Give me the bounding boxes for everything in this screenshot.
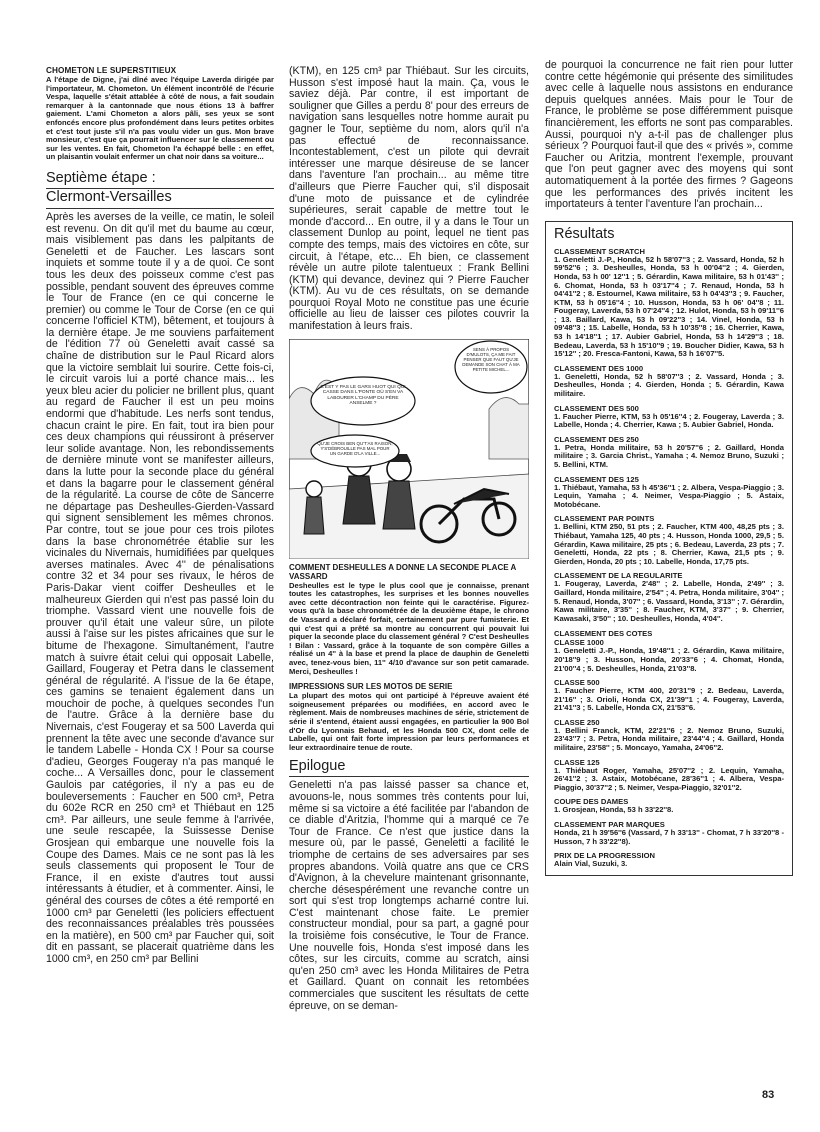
results-block-heading: CLASSE 125 [554, 757, 600, 767]
results-list [554, 247, 784, 869]
caption-motos-serie-heading: IMPRESSIONS SUR LES MOTOS DE SERIE [289, 682, 453, 692]
caption-motos-serie-text: La plupart des motos qui ont participé à l'épreuve avaient été soigneusement préparées ou modifiées, en accord avec le règlement. Mais de nombreuses machines de série, strictement de série il s'entend, étaient aussi engagées, en particulier la 900 Bol d'Or du Lyonnais Behaud, et les Honda 500 CX, dont celle de Labelle, qui ont fait forte impression par leurs performances et leur extraordinaire tenue de route. [289, 691, 529, 752]
results-block-heading: CLASSE 250 [554, 717, 600, 727]
column-1 [46, 66, 274, 966]
results-block-heading: CLASSEMENT DES 1000 [554, 363, 644, 373]
results-block-heading: CLASSEMENT DES 500 [554, 403, 639, 413]
cartoon-bubble-3: QU'JE CROIS BEN QU'T'AS RAISON, Y'S'DÉBROUILLE PAS MAL POUR UN GARDE D'LA VILLE... [317, 440, 393, 456]
article-text-col2: (KTM), en 125 cm³ par Thiébaut. Sur les circuits, Husson s'est imposé haut la main. Ça, vous le saviez déjà. Par contre, il est important de souligner que Gilles a perdu 8' pour des erreurs de navigation sans lesquelles notre homme aurait pu gagner le Tour, septième du nom, alors qu'il n'a pas effectué de reconnaissance. Incontestablement, c'est un pilote qui devrait intéresser une marque désireuse de se lancer dans l'aventure l'an prochain... au même titre d'ailleurs que Pierre Faucher qui, s'il disposait d'une moto de puissance et de cylindrée supérieures, serait capable de mettre tout le monde d'accord... En outre, il y a dans le Tour un classement Dunlop au point, lequel ne tient pas compte des temps, mais des victoires en côte, sur circuit, à l'étape, etc... Eh bien, ce classement révèle un autre pilote talentueux : Frank Bellini (KTM) qui devance, devinez qui ? Pierre Faucher (KTM). Au vu de ces résultats, on se demande pourquoi Royal Moto ne constitue pas une écurie officielle au lieu de laisser ces pilotes couvrir la manifestation à leurs frais. [289, 65, 529, 333]
results-block-text: Alain Vial, Suzuki, 3. [554, 859, 628, 869]
results-block-text: 1. Faucher Pierre, KTM, 53 h 05'16''4 ; 2. Fougeray, Laverda ; 3. Labelle, Honda ; 4. Cherrier, Kawa ; 5. Aubier Gabriel, Honda. [554, 411, 784, 430]
results-box [545, 221, 793, 876]
column-2 [289, 66, 529, 1012]
results-block-text: 1. Fougeray, Laverda, 2'48'' ; 2. Labelle, Honda, 2'49'' ; 3. Gaillard, Honda militaire, 2'54'' ; 4. Petra, Honda militaire, 3'04'' ; 5. Renaud, Honda, 3'07'' ; 6. Vassard, Honda, 3'13'' ; 7. Gérardin, Kawa militaire, 3'35'' ; 8. Faucher, KTM, 3'37'' ; 9. Cherrier, Kawasaki, 3'50'' ; 10. Desheulles, Honda, 4'04''. [554, 579, 784, 623]
results-title: Résultats [554, 225, 615, 242]
results-block-text: 1. Geneletti J.-P., Honda, 19'48''1 ; 2. Gérardin, Kawa militaire, 20'18''9 ; 3. Husson, Honda, 20'33''6 ; 4. Chomat, Honda, 21'00''4 ; 5. Desheulles, Honda, 21'03''8. [554, 646, 784, 673]
chometon-text: A l'étape de Digne, j'ai dîné avec l'équipe Laverda dirigée par l'importateur, M. Chometon. Un élément incontrôlé de l'écurie Vespa, laquelle s'était attablée à côté de nous, a fait soudain remarquer à la cantonnade que nous étions 13 à baffrer gaiement. L'ami Chometon a alors pâli, ses yeux se sont enfoncés encore plus profondément dans leurs petites orbites et c'est tout juste s'il n'a pas voulu vider un gus. Mon brave monsieur, c'est que ça pourrait influencer sur le classement ou sur les ventes. En fait, Chometon l'a échappé belle : en effet, un plaisantin voulait enfermer un chat noir dans sa voiture... [46, 75, 274, 162]
results-block-heading: CLASSE 1000 [554, 638, 604, 648]
section-title-line2: Clermont-Versailles [46, 188, 274, 206]
cartoon-bubble-2: C'EST Y PAS LE GARS HUOT QUI QUI CASSE DANS L'PONTE OÙ S'EN VA LABOURER L'CHAMP DU PÈRE ANSELME ? [320, 384, 406, 407]
epilogue-text: Geneletti n'a pas laissé passer sa chance et, avouons-le, nous sommes très contents pour lui, même si sa victoire a été facilitée par l'abandon de ce diable d'Aritzia, l'homme qui a marqué ce 7e Tour de France. Ce n'est que justice dans la mesure où, par le passé, Geneletti a facilité le triomphe de certains de ses adversaires par ses propres abandons. Voilà quatre ans que ce CRS d'Avignon, à la chevelure maintenant grisonnante, cherche désespérément une revanche contre un sort qui s'est trop longtemps acharné contre lui. C'est maintenant chose faite. Le premier constructeur mondial, pour sa part, a gagné pour la troisième fois consécutive, le Tour de France. Une nouvelle fois, Honda s'est imposé dans les côtes, sur les circuits, comme au scratch, ainsi qu'en 250 cm³ avec les Honda Militaires de Petra et Gaillard. Quant on connait les retombées commerciales que suscitent les résultats de cette épreuve, on se deman- [289, 779, 529, 1012]
results-block-heading: CLASSEMENT DES 250 [554, 434, 639, 444]
results-block-heading: CLASSEMENT SCRATCH [554, 246, 645, 256]
section-title-septieme-etape [46, 170, 274, 209]
caption-desheulles-heading: COMMENT DESHEULLES A DONNE LA SECONDE PLACE A VASSARD [289, 562, 516, 581]
results-block-text: 1. Thiébaut, Yamaha, 53 h 45'36''1 ; 2. Albera, Vespa-Piaggio ; 3. Lequin, Yamaha ; 4. Neimer, Vespa-Piaggio ; 5. Astaix, Motobécane. [554, 482, 784, 509]
results-block-text: 1. Faucher Pierre, KTM 400, 20'31''9 ; 2. Bedeau, Laverda, 21'16'' ; 3. Orioli, Honda CX, 21'39''1 ; 4. Fougeray, Laverda, 21'41''3 ; 5. Labelle, Honda CX, 21'53''6. [554, 686, 784, 713]
article-text-col3: de pourquoi la concurrence ne fait rien pour lutter contre cette hégémonie qui présente des similitudes avec celle à laquelle nous assistons en endurance depuis quelques années. Mais pour le Tour de France, le problème se pose différemment puisque financièrement, les efforts ne sont pas comparables. Aussi, pourquoi n'y a-t-il pas de challenger plus sérieux ? Pourquoi faut-il que des « privés », comme Faucher ou Aritzia, montrent l'exemple, prouvant que l'on peut gagner avec des moyens qui sont automatiquement à la portée des firmes ? Gageons que les performances des privés incitent les importateurs à tenter l'aventure l'an prochain... [545, 59, 793, 211]
results-block-heading: CLASSEMENT PAR POINTS [554, 514, 655, 524]
results-block-heading: CLASSEMENT DES COTES [554, 629, 653, 639]
results-block-heading: CLASSEMENT PAR MARQUES [554, 820, 665, 830]
column-3 [545, 60, 793, 876]
page-number: 83 [762, 1089, 775, 1101]
results-block-heading: PRIX DE LA PROGRESSION [554, 851, 655, 861]
results-block-text: 1. Grosjean, Honda, 53 h 33'22''8. [554, 805, 674, 815]
results-block-text: 1. Geneletti J.-P., Honda, 52 h 58'07''3 ; 2. Vassard, Honda, 52 h 59'52''6 ; 3. Desheulles, Honda, 53 h 00'04''2 ; 4. Gierden, Honda, 53 h 00' 12''1 ; 5. Gérardin, Kawa militaire, 53 h 01'43'' ; 6. Chomat, Honda, 53 h 03'17''4 ; 7. Renaud, Honda, 53 h 04'41''2 ; 8. Estournel, Kawa militaire, 53 h 04'43''3 ; 9. Faucher, KTM, 53 h 05'16''4 ; 10. Husson, Honda, 53 h 06' 04''8 ; 11. Fougeray, Laverda, 53 h 07'24''4 ; 12. Hulot, Honda, 53 h 09'11''6 ; 13. Baillard, Kawa, 53 h 09'22''3 ; 14. Vinel, Honda, 53 h 09'48''3 ; 15. Labelle, Honda, 53 h 10'35''8 ; 16. Cherrier, Kawa, 53 h 14'18''1 ; 17. Aubier Gabriel, Honda, 53 h 14'29''3 ; 18. Bedeau, Laverda, 53 h 15'10''9 ; 19. Boucher Didier, Kawa, 53 h 15'12'' ; 20. Fresca-Fantoni, Kawa, 53 h 16'07''5. [554, 254, 784, 359]
section-title-epilogue: Epilogue [289, 758, 529, 777]
chometon-box [46, 66, 274, 162]
section-title-line1: Septième étape : [46, 169, 156, 186]
results-block-heading: CLASSEMENT DE LA REGULARITE [554, 571, 683, 581]
chometon-heading: CHOMETON LE SUPERSTITIEUX [46, 66, 177, 75]
article-text-col1: Après les averses de la veille, ce matin, le soleil est revenu. On dit qu'il met du baume au cœur, mais visiblement pas dans les palpitants de Geneletti et de Faucher. Les lascars sont inquiets et somme toute il y a de quoi. Ce sont tous les deux des poisseux comme c'est pas possible, pendant souvent des épreuves comme le Tour de France (en ce qui concerne le premier) ou comme le Tour de Corse (en ce qui concerne l'officiel KTM), bêtement, et toujours à la dernière étape. Je me souviens parfaitement de l'édition 77 où Geneletti avait cassé sa chaîne de distribution sur le Paul Ricard alors que la victoire semblait lui sourire. Cette fois-ci, le circuit varois lui a porté chance mais... les yeux bleu acier du policier ne brillent plus, quant au regard de Faucher il est un peu moins endormi que d'habitude. Les nerfs sont tendus, chacun craint le pire. En fait, tout ira bien pour ces deux champions qui réussiront à préserver leur solide avantage. Non, les rebondissements de dernière minute vont se manifester ailleurs, dans la lutte pour la seconde place du général et dans la bagarre pour le classement général de la régularité. La course de côte de Sancerre ne départage pas Desheulles-Gierden-Vassard qui signent sensiblement les mêmes chronos. Par contre, tout se joue pour ces trois pilotes dans la base chronométrée établie sur les vicinales du Nivernais, humidifiées par quelques averses matinales. Avec 4'' de pénalisations contre 32 et 34 pour ses rivaux, le héros de Paris-Dakar vient coiffer Desheulles et le malheureux Gierden qui n'est pas passé loin du triomphe. Vassard vient une nouvelle fois de prouver qu'il était une valeur sûre, un pilote aussi à l'aise sur les pistes africaines que sur le bitume de l'hexagone. Simultanément, l'autre match à suivre était celui qui opposait Labelle, Gaillard, Fougeray et Petra dans le classement général de régularité. A l'issue de la 6e étape, ces gamins se tenaient également dans un mouchoir de poche, à quelques secondes l'un de l'autre. Grâce à la dernière base du Nivernais, c'est Fougeray et sa 500 Laverda qui prennent la tête avec une seconde d'avance sur le tandem Labelle - Honda CX ! Pour sa course d'adieu, Georges Fougeray n'a pas manqué le coche... A Versailles donc, pour le classement Gaulois par catégories, il n'y a pas eu de bouleversements : Faucher en 500 cm³, Petra du 602e RCR en 250 cm³ et Thiébaut en 125 cm³. Par ailleurs, une seule femme à l'arrivée, une seule rescapée, la Suissesse Denise Grosjean qui embarque une nouvelle fois la Coupe des Dames. Mais ce ne sont pas là les seuls classements qui proposent le Tour de France, il en existe d'autres tout aussi intéressants à étudier, et à commenter. Ainsi, le général des courses de côtes a été remporté en 1000 cm³ par Geneletti (les policiers effectuent des reconnaissances préalables très poussées en la matière), en 500 cm³ par Faucher qui, soit dit en passant, se placerait quatrième dans les 1000 cm³, en 250 cm³ par Bellini [46, 210, 274, 965]
cartoon-bubble-1: SENS À PROPOS D'MULOTS, ÇA ME FAIT PENSER QUE FAUT QU'JE DEMANDE SON CHAT À MA PETITE MICHEL... [462, 346, 520, 372]
results-block-text: 1. Geneletti, Honda, 52 h 58'07''3 ; 2. Vassard, Honda ; 3. Desheulles, Honda ; 4. Gierden, Honda ; 5. Gérardin, Kawa militaire. [554, 371, 784, 399]
results-block-text: 1. Bellini Franck, KTM, 22'21''6 ; 2. Nemoz Bruno, Suzuki, 23'43''7 ; 3. Petra, Honda militaire, 23'44''4 ; 4. Gaillard, Honda militaire, 23'58'' ; 5. Moncayo, Yamaha, 24'06''2. [554, 725, 784, 753]
results-block-heading: CLASSE 500 [554, 678, 600, 688]
caption-desheulles-text: Desheulles est le type le plus cool que je connaisse, prenant toutes les catastrophes, les surprises et les bonnes nouvelles avec cette décontraction non feinte qui le caractérise. Figurez-vous qu'à la base chronométrée de la deuxième étape, le chrono de Vassard a déclaré forfait, certainement par pure fumisterie. Et qui c'est qui a prêté sa montre au concurrent qui pouvait lui piquer la seconde place du classement général ? C'est Desheulles ! Bilan : Vassard, grâce à la toquante de son compère Gilles a réalisé un 4'' à la base et prend la place de dauphin de Geneletti avec, tenez-vous bien, 11'' 4/10 d'avance sur son petit camarade. Merci, Desheulles ! [289, 580, 529, 676]
results-block-text: 1. Bellini, KTM 250, 51 pts ; 2. Faucher, KTM 400, 48,25 pts ; 3. Thiébaut, Yamaha 125, 40 pts ; 4. Husson, Honda 1000, 29,5 ; 5. Gérardin, Kawa militaire, 25 pts ; 6. Bedeau, Laverda, 23 pts ; 7. Geneletti, Honda, 22 pts ; 8. Cherrier, Kawa, 21,5 pts ; 9. Gierden, Honda, 20 pts ; 10. Labelle, Honda, 17,75 pts. [554, 522, 784, 566]
results-block-heading: CLASSEMENT DES 125 [554, 474, 639, 484]
results-block-text: Honda, 21 h 39'56''6 (Vassard, 7 h 33'13'' - Chomat, 7 h 33'20''8 - Husson, 7 h 33'22''8). [554, 828, 784, 846]
results-block-text: 1. Petra, Honda militaire, 53 h 20'57''6 ; 2. Gaillard, Honda militaire ; 3. Garcia Christ., Yamaha ; 4. Nemoz Bruno, Suzuki ; 5. Bellini, KTM. [554, 442, 784, 469]
results-block-heading: COUPE DES DAMES [554, 797, 629, 807]
cartoon-illustration [289, 339, 529, 559]
results-block-text: 1. Thiébaut Roger, Yamaha, 25'07''2 ; 2. Lequin, Yamaha, 26'41''2 ; 3. Astaix, Motobécane, 28'36''1 ; 4. Albera, Vespa-Piaggio, 30'37''2 ; 5. Neimer, Vespa-Piaggio, 32'01''2. [554, 765, 784, 792]
